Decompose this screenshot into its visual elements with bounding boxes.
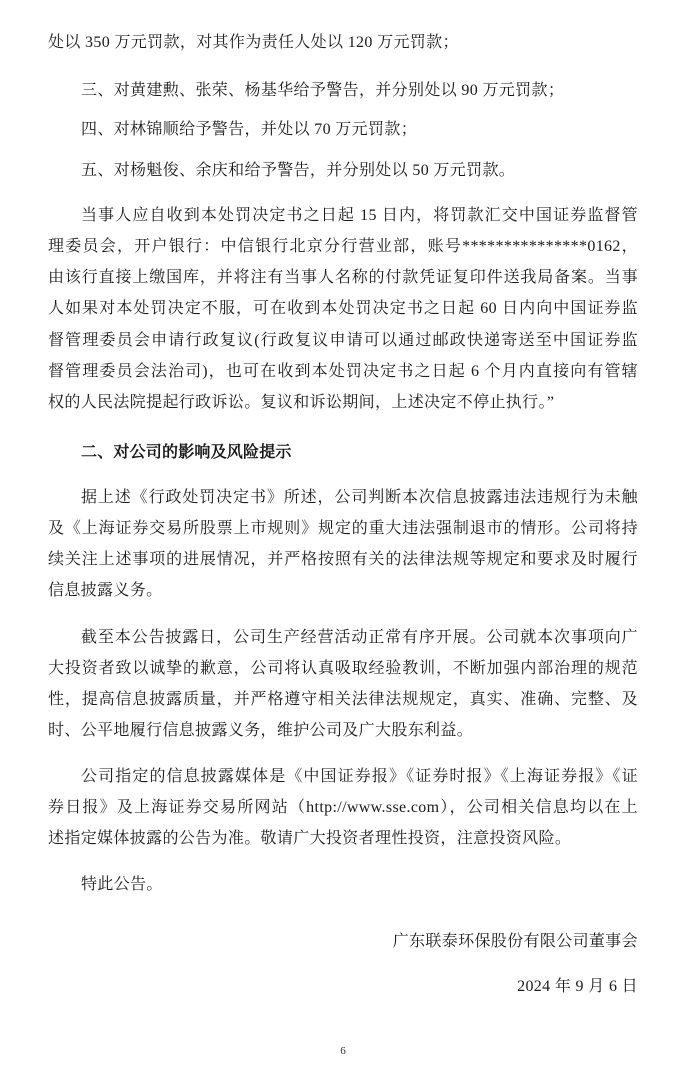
paragraph-line: 当事人应自收到本处罚决定书之日起 15 日内，将罚款汇交中国证券监督管 <box>81 207 638 224</box>
paragraph-line: 续关注上述事项的进展情况，并严格按照有关的法律法规等规定和要求及时履行 <box>48 551 638 568</box>
paragraph-line: 公司指定的信息披露媒体是《中国证券报》《证券时报》《上海证券报》《证 <box>81 768 638 785</box>
continuation-line: 处以 350 万元罚款，对其作为责任人处以 120 万元罚款； <box>48 34 459 51</box>
paragraph-line: 性，提高信息披露质量，并严格遵守相关法律法规规定，真实、准确、完整、及 <box>48 691 638 708</box>
paragraph-line: 人如果对本处罚决定不服，可在收到本处罚决定书之日起 60 日内向中国证券监 <box>48 300 638 317</box>
paragraph-line: 权的人民法院提起行政诉讼。复议和诉讼期间，上述决定不停止执行。” <box>48 394 555 411</box>
closing-statement: 特此公告。 <box>81 876 163 893</box>
signature-date: 2024 年 9 月 6 日 <box>517 978 638 995</box>
paragraph-line: 券日报》及上海证券交易所网站（http://www.sse.com），公司相关信息均以在上 <box>48 799 638 816</box>
paragraph-line: 述指定媒体披露的公告为准。敬请广大投资者理性投资，注意投资风险。 <box>48 830 572 847</box>
section-heading: 二、对公司的影响及风险提示 <box>81 442 292 461</box>
penalty-item-3: 三、对黄建勲、张荣、杨基华给予警告，并分别处以 90 万元罚款； <box>81 82 565 99</box>
paragraph-line: 信息披露义务。 <box>48 582 163 599</box>
paragraph-line: 督管理委员会法治司)，也可在收到本处罚决定书之日起 6 个月内直接向有管辖 <box>48 363 638 380</box>
penalty-item-4: 四、对林锦顺给予警告，并处以 70 万元罚款； <box>81 121 418 138</box>
paragraph-line: 及《上海证券交易所股票上市规则》规定的重大违法强制退市的情形。公司将持 <box>48 520 638 537</box>
page-number: 6 <box>340 1045 346 1057</box>
paragraph-line: 时、公平地履行信息披露义务，维护公司及广大股东利益。 <box>48 722 474 739</box>
paragraph-line: 大投资者致以诚挚的歉意，公司将认真吸取经验教训，不断加强内部治理的规范 <box>48 660 638 677</box>
paragraph-line: 据上述《行政处罚决定书》所述，公司判断本次信息披露违法违规行为未触 <box>81 489 638 506</box>
paragraph-line: 理委员会，开户银行：中信银行北京分行营业部，账号***************0162， <box>48 238 638 255</box>
paragraph-line: 由该行直接上缴国库，并将注有当事人名称的付款凭证复印件送我局备案。当事 <box>48 269 638 286</box>
penalty-item-5: 五、对杨魁俊、余庆和给予警告，并分别处以 50 万元罚款。 <box>81 162 516 179</box>
paragraph-line: 截至本公告披露日，公司生产经营活动正常有序开展。公司就本次事项向广 <box>81 629 638 646</box>
paragraph-line: 督管理委员会申请行政复议(行政复议申请可以通过邮政快递寄送至中国证券监 <box>48 332 638 349</box>
signature-company: 广东联泰环保股份有限公司董事会 <box>392 933 638 950</box>
